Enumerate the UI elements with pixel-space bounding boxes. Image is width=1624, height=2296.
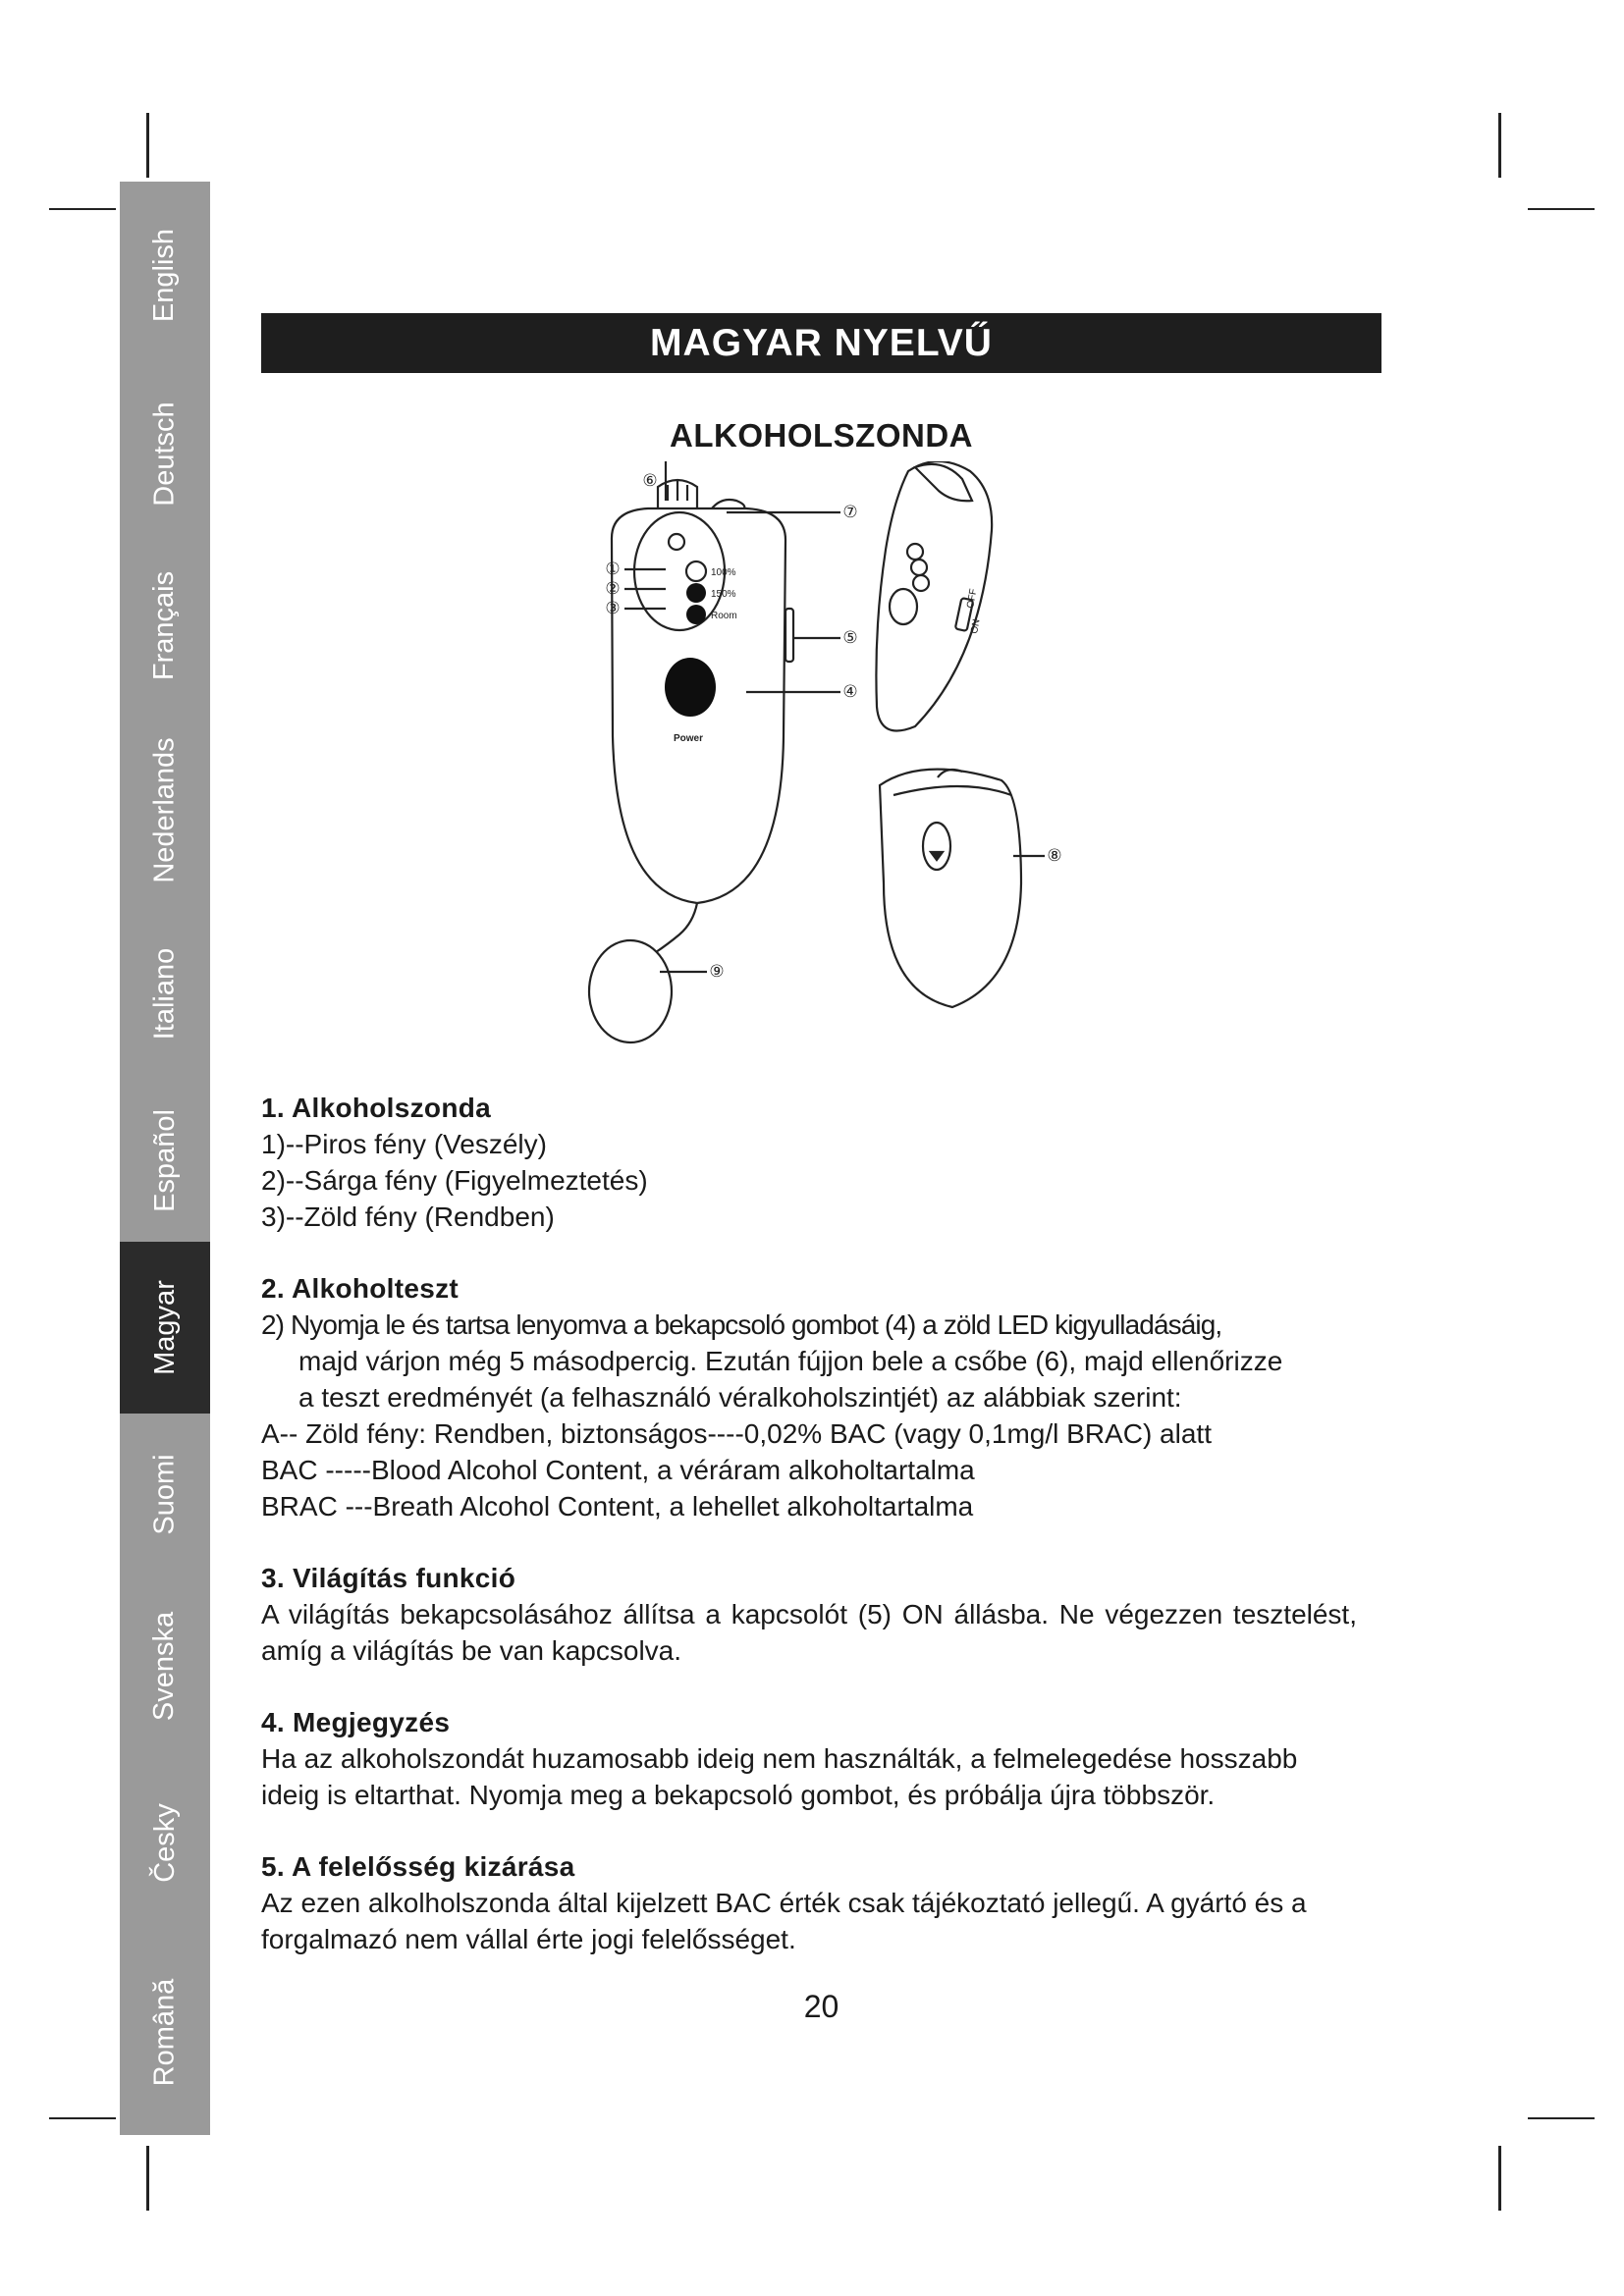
page-title: ALKOHOLSZONDA bbox=[670, 417, 973, 454]
section-heading: 5. A felelősség kizárása bbox=[261, 1851, 575, 1882]
tab-suomi[interactable]: Suomi bbox=[120, 1414, 210, 1575]
paragraph: 2) Nyomja le és tartsa lenyomva a bekapcsoló gombot (4) a zöld LED kigyulladásáig, bbox=[261, 1309, 1222, 1340]
svg-text:①: ① bbox=[605, 560, 621, 579]
svg-text:⑥: ⑥ bbox=[642, 471, 658, 491]
svg-text:100%: 100% bbox=[711, 567, 736, 578]
tab-cesky[interactable]: Česky bbox=[120, 1757, 210, 1929]
page-number: 20 bbox=[803, 1989, 839, 2024]
paragraph: Az ezen alkolholszonda által kijelzett BAC érték csak tájékoztató jellegű. A gyártó és a forgalmazó nem vállal érte jogi felelősséget. bbox=[261, 1888, 1307, 1954]
tab-magyar[interactable]: Magyar bbox=[120, 1242, 210, 1414]
breathalyzer-illustration bbox=[550, 461, 1100, 1050]
section-heading: 1. Alkoholszonda bbox=[261, 1093, 492, 1123]
paragraph: BAC -----Blood Alcohol Content, a véráram alkoholtartalma bbox=[261, 1455, 975, 1485]
svg-text:Room: Room bbox=[711, 611, 737, 621]
list-item: 2)--Sárga fény (Figyelmeztetés) bbox=[261, 1165, 648, 1196]
svg-text:⑤: ⑤ bbox=[842, 628, 858, 648]
list-item: 1)--Piros fény (Veszély) bbox=[261, 1129, 547, 1159]
tab-nederlands[interactable]: Nederlands bbox=[120, 712, 210, 908]
paragraph: a teszt eredményét (a felhasználó véralkoholszintjét) az alábbiak szerint: bbox=[298, 1382, 1182, 1413]
section-alkoholszonda bbox=[261, 1090, 1357, 1235]
tab-svenska[interactable]: Svenska bbox=[120, 1575, 210, 1757]
section-vilagitas bbox=[261, 1560, 1357, 1669]
language-banner: MAGYAR NYELVŰ bbox=[261, 313, 1381, 373]
svg-text:OFF: OFF bbox=[965, 587, 980, 610]
crop-mark bbox=[49, 208, 116, 210]
svg-text:⑧: ⑧ bbox=[1047, 846, 1062, 866]
crop-mark bbox=[1498, 113, 1501, 178]
tab-english[interactable]: English bbox=[120, 182, 210, 368]
paragraph: A-- Zöld fény: Rendben, biztonságos----0,02% BAC (vagy 0,1mg/l BRAC) alatt bbox=[261, 1418, 1212, 1449]
section-megjegyzes bbox=[261, 1704, 1357, 1813]
section-heading: 4. Megjegyzés bbox=[261, 1707, 451, 1737]
svg-text:③: ③ bbox=[605, 599, 621, 618]
svg-text:④: ④ bbox=[842, 682, 858, 702]
tab-italiano[interactable]: Italiano bbox=[120, 908, 210, 1080]
paragraph: Ha az alkoholszondát huzamosabb ideig nem használták, a felmelegedése hosszabb ideig is eltarthat. Nyomja meg a bekapcsoló gombot, és próbálja újra többször. bbox=[261, 1743, 1298, 1810]
tab-romana[interactable]: Română bbox=[120, 1929, 210, 2135]
svg-text:ON: ON bbox=[969, 617, 983, 635]
section-felelosseg bbox=[261, 1848, 1357, 1957]
svg-text:150%: 150% bbox=[711, 589, 736, 600]
tab-deutsch[interactable]: Deutsch bbox=[120, 368, 210, 540]
crop-mark bbox=[49, 2117, 116, 2119]
paragraph: majd várjon még 5 másodpercig. Ezután fújjon bele a csőbe (6), majd ellenőrizze bbox=[298, 1346, 1283, 1376]
section-heading: 2. Alkoholteszt bbox=[261, 1273, 460, 1304]
section-heading: 3. Világítás funkció bbox=[261, 1563, 516, 1593]
tab-francais[interactable]: Français bbox=[120, 540, 210, 712]
section-alkoholteszt bbox=[261, 1270, 1357, 1524]
paragraph: BRAC ---Breath Alcohol Content, a lehellet alkoholtartalma bbox=[261, 1491, 974, 1522]
crop-mark bbox=[1528, 2117, 1595, 2119]
crop-mark bbox=[1498, 2146, 1501, 2211]
tab-espanol[interactable]: Español bbox=[120, 1080, 210, 1242]
crop-mark bbox=[146, 2146, 149, 2211]
crop-mark bbox=[146, 113, 149, 178]
crop-mark bbox=[1528, 208, 1595, 210]
svg-text:⑨: ⑨ bbox=[709, 962, 725, 982]
svg-text:②: ② bbox=[605, 579, 621, 599]
language-tabs bbox=[120, 182, 210, 2135]
paragraph: A világítás bekapcsolásához állítsa a kapcsolót (5) ON állásba. Ne végezzen tesztelést, amíg a világítás be van kapcsolva. bbox=[261, 1599, 1357, 1666]
svg-text:Power: Power bbox=[674, 733, 704, 744]
svg-text:⑦: ⑦ bbox=[842, 503, 858, 522]
instructions bbox=[261, 1090, 1357, 1993]
list-item: 3)--Zöld fény (Rendben) bbox=[261, 1201, 555, 1232]
